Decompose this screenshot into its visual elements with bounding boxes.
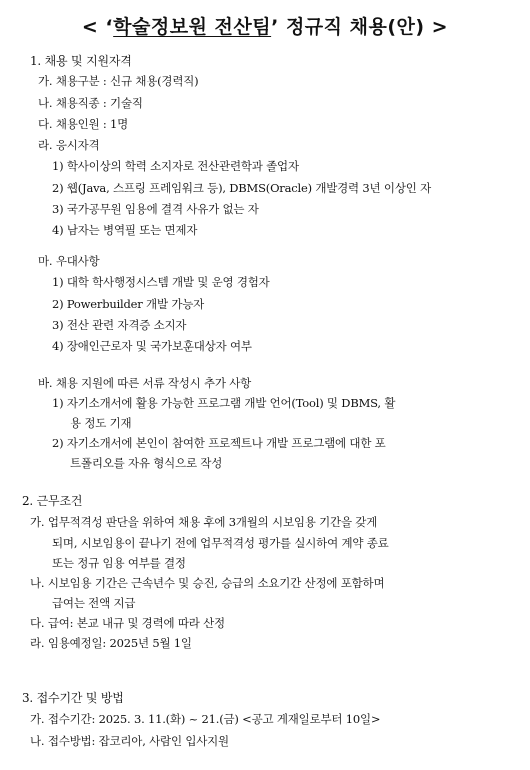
title-prefix: < ‘ [81,16,114,38]
preference-heading: 마. 우대사항 [38,254,100,268]
work-condition-line: 급여는 전액 지급 [52,596,136,610]
section-2-heading: 2. 근무조건 [22,494,83,508]
application-method: 나. 접수방법: 잡코리아, 사람인 입사지원 [30,734,229,748]
work-condition-line: 라. 임용예정일: 2025년 5월 1일 [30,636,192,650]
application-period: 가. 접수기간: 2025. 3. 11.(화) ~ 21.(금) <공고 게재일로부터 10일> [30,712,381,726]
work-condition-line: 다. 급여: 본교 내규 및 경력에 따라 산정 [30,616,225,630]
qualification-item: 2) 웹(Java, 스프링 프레임워크 등), DBMS(Oracle) 개발경력 3년 이상인 자 [52,181,431,195]
job-category: 나. 채용직종 : 기술직 [38,96,143,110]
title-suffix: ’ 정규직 채용(안) > [271,16,449,38]
page-title [0,12,530,39]
qualification-item: 4) 남자는 병역필 또는 면제자 [52,223,198,237]
title-team-name: 학술정보원 전산팀 [113,16,272,38]
work-condition-line: 나. 시보임용 기간은 근속년수 및 승진, 승급의 소요기간 산정에 포함하며 [30,576,385,590]
qualification-item: 1) 학사이상의 학력 소지자로 전산관련학과 졸업자 [52,159,299,173]
preference-item: 2) Powerbuilder 개발 가능자 [52,297,205,311]
section-3-heading: 3. 접수기간 및 방법 [22,691,124,705]
headcount: 다. 채용인원 : 1명 [38,117,129,131]
recruit-type: 가. 채용구분 : 신규 채용(경력직) [38,74,199,88]
extra-line: 1) 자기소개서에 활용 가능한 프로그램 개발 언어(Tool) 및 DBMS, 활 [52,396,396,410]
preference-item: 1) 대학 학사행정시스템 개발 및 운영 경험자 [52,275,270,289]
extra-heading: 바. 채용 지원에 따른 서류 작성시 추가 사항 [38,376,252,390]
work-condition-line: 되며, 시보임용이 끝나기 전에 업무적격성 평가를 실시하여 계약 종료 [52,536,389,550]
qualification-heading: 라. 응시자격 [38,138,100,152]
extra-line: 용 정도 기재 [70,416,132,430]
qualification-item: 3) 국가공무원 임용에 결격 사유가 없는 자 [52,202,259,216]
extra-line: 2) 자기소개서에 본인이 참여한 프로젝트나 개발 프로그램에 대한 포 [52,436,386,450]
section-1-heading: 1. 채용 및 지원자격 [30,54,132,68]
work-condition-line: 가. 업무적격성 판단을 위하여 채용 후에 3개월의 시보임용 기간을 갖게 [30,515,378,529]
work-condition-line: 또는 정규 임용 여부를 결정 [52,556,186,570]
extra-line: 트폴리오를 자유 형식으로 작성 [70,456,223,470]
preference-item: 3) 전산 관련 자격증 소지자 [52,318,187,332]
preference-item: 4) 장애인근로자 및 국가보훈대상자 여부 [52,339,252,353]
